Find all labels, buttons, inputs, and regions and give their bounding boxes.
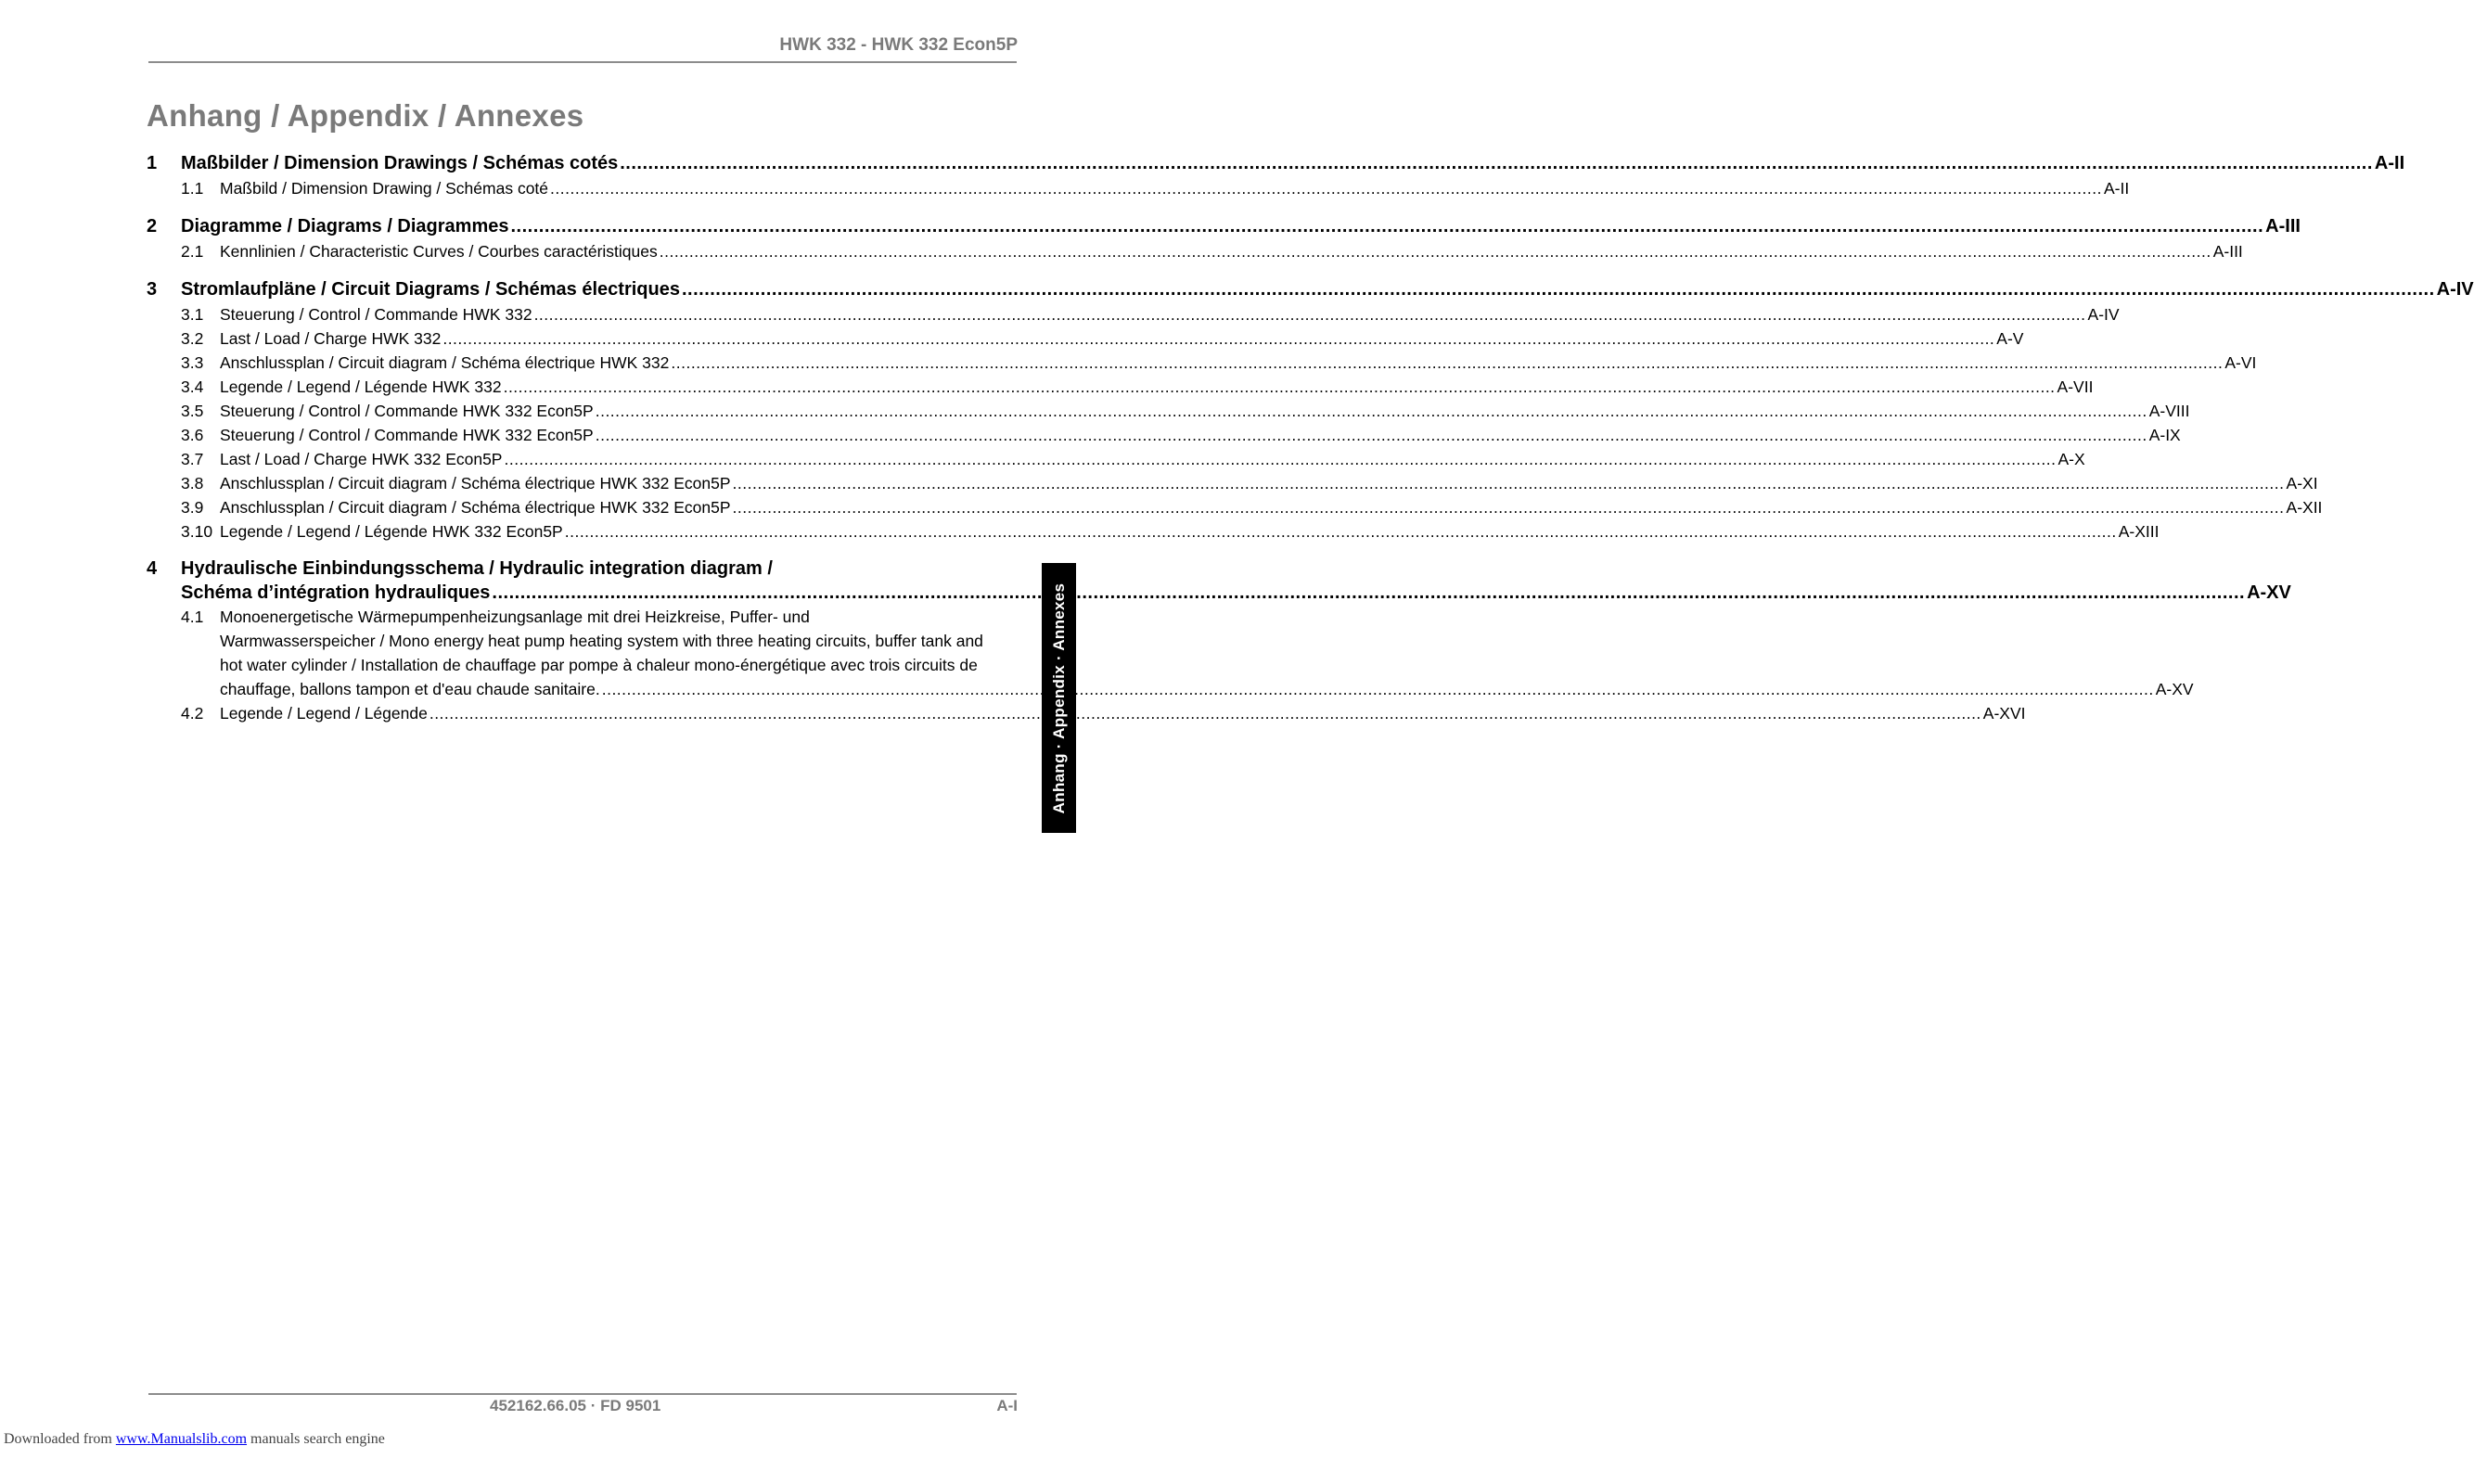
toc-title: Anschlussplan / Circuit diagram / Schéma électrique HWK 332 bbox=[220, 353, 670, 372]
manualslib-link[interactable]: www.Manualslib.com bbox=[115, 1431, 248, 1447]
toc-number: 3.8 bbox=[181, 474, 204, 493]
toc-chapter-2[interactable] bbox=[147, 213, 2301, 239]
toc-page-ref: A-IV bbox=[2087, 305, 2120, 324]
toc-number: 2.1 bbox=[181, 242, 204, 261]
toc-section-3-10[interactable] bbox=[147, 519, 2160, 544]
toc-page-ref: A-II bbox=[2374, 153, 2405, 173]
toc-title: Kennlinien / Characteristic Curves / Courbes caractéristiques bbox=[220, 242, 658, 261]
toc-title-line-1: Monoenergetische Wärmepumpenheizungsanlage mit drei Heizkreise, Puffer- und bbox=[220, 608, 810, 626]
toc-section-3-9[interactable] bbox=[147, 495, 2323, 519]
toc-page-ref: A-X bbox=[2057, 450, 2085, 468]
toc-section-4-2[interactable] bbox=[147, 701, 2026, 725]
toc-number: 3 bbox=[147, 279, 158, 300]
side-section-tab bbox=[1042, 563, 1076, 833]
toc-title: Last / Load / Charge HWK 332 bbox=[220, 329, 442, 348]
toc-title-line-2: Schéma d’intégration hydrauliques bbox=[181, 582, 491, 603]
toc-page-ref: A-XV bbox=[2155, 680, 2194, 698]
toc-section-3-2[interactable] bbox=[147, 326, 2024, 351]
toc-title: Steuerung / Control / Commande HWK 332 bbox=[220, 305, 532, 324]
toc-leader-dots bbox=[602, 677, 2154, 701]
toc-section-3-6[interactable] bbox=[147, 423, 2181, 447]
toc-leader-dots bbox=[733, 471, 2285, 495]
footer-page-number: A-I bbox=[996, 1397, 1018, 1414]
toc-number: 4.1 bbox=[181, 608, 204, 626]
toc-page-ref: A-III bbox=[2265, 216, 2301, 237]
toc-chapter-3[interactable] bbox=[147, 276, 2474, 302]
toc-title: Last / Load / Charge HWK 332 Econ5P bbox=[220, 450, 503, 468]
toc-chapter-1[interactable] bbox=[147, 150, 2405, 176]
side-tab-label: Anhang · Appendix · Annexes bbox=[1049, 582, 1068, 813]
toc-section-2-1[interactable] bbox=[147, 239, 2243, 263]
page-title: Anhang / Appendix / Annexes bbox=[147, 98, 584, 133]
toc-leader-dots bbox=[550, 176, 2102, 200]
toc-leader-dots bbox=[682, 276, 2435, 302]
toc-title: Legende / Legend / Légende HWK 332 Econ5P bbox=[220, 522, 563, 541]
toc-section-3-4[interactable] bbox=[147, 375, 2094, 399]
download-note-suffix: manuals search engine bbox=[247, 1431, 385, 1447]
toc-chapter-4[interactable] bbox=[147, 556, 2291, 605]
toc-page-ref: A-II bbox=[2104, 179, 2130, 198]
toc-page-ref: A-III bbox=[2212, 242, 2243, 261]
toc-title: Diagramme / Diagrams / Diagrammes bbox=[181, 216, 509, 237]
toc-page-ref: A-VII bbox=[2057, 377, 2094, 396]
toc-number: 3.5 bbox=[181, 402, 204, 420]
toc-leader-dots bbox=[660, 239, 2211, 263]
toc-page-ref: A-IV bbox=[2436, 279, 2474, 300]
toc-section-3-1[interactable] bbox=[147, 302, 2120, 326]
toc-title: Steuerung / Control / Commande HWK 332 Econ5P bbox=[220, 402, 594, 420]
toc-number: 3.4 bbox=[181, 377, 204, 396]
toc-number: 4 bbox=[147, 558, 158, 579]
toc-title: Maßbilder / Dimension Drawings / Schémas cotés bbox=[181, 153, 619, 173]
toc-page-ref: A-XII bbox=[2286, 498, 2323, 517]
download-note-prefix: Downloaded from bbox=[4, 1431, 116, 1447]
toc-leader-dots bbox=[620, 150, 2373, 176]
toc-leader-dots bbox=[504, 447, 2056, 471]
toc-leader-dots bbox=[671, 351, 2223, 375]
toc-section-3-3[interactable] bbox=[147, 351, 2257, 375]
toc-number: 2 bbox=[147, 216, 158, 237]
toc-page-ref: A-XI bbox=[2286, 474, 2318, 493]
toc-leader-dots bbox=[565, 519, 2117, 544]
toc-leader-dots bbox=[534, 302, 2086, 326]
toc-leader-dots bbox=[442, 326, 1994, 351]
toc-number: 3.1 bbox=[181, 305, 204, 324]
toc-title: Legende / Legend / Légende HWK 332 bbox=[220, 377, 502, 396]
toc-page-ref: A-XVI bbox=[1982, 704, 2026, 723]
toc-section-1-1[interactable] bbox=[147, 176, 2130, 200]
toc-title: Steuerung / Control / Commande HWK 332 Econ5P bbox=[220, 426, 594, 444]
toc-section-3-5[interactable] bbox=[147, 399, 2190, 423]
toc-section-3-7[interactable] bbox=[147, 447, 2085, 471]
toc-number: 3.7 bbox=[181, 450, 204, 468]
toc-page-ref: A-XIII bbox=[2118, 522, 2160, 541]
toc-page-ref: A-V bbox=[1996, 329, 2024, 348]
toc-leader-dots bbox=[596, 399, 2147, 423]
toc-title-line-1: Hydraulische Einbindungsschema / Hydraulic integration diagram / bbox=[181, 558, 773, 579]
toc-page-ref: A-VIII bbox=[2148, 402, 2190, 420]
toc-page-ref: A-IX bbox=[2148, 426, 2181, 444]
toc-number: 1 bbox=[147, 153, 158, 173]
toc-section-4-1[interactable] bbox=[147, 605, 2194, 701]
toc-number: 3.9 bbox=[181, 498, 204, 517]
toc-leader-dots bbox=[492, 581, 2245, 605]
toc-number: 3.6 bbox=[181, 426, 204, 444]
toc-number: 4.2 bbox=[181, 704, 204, 723]
toc-title: Legende / Legend / Légende bbox=[220, 704, 428, 723]
toc-number: 1.1 bbox=[181, 179, 204, 198]
toc-title-line-2: Warmwasserspeicher / Mono energy heat pump heating system with three heating circuits, buffer tank and bbox=[220, 632, 983, 650]
document-header-title: HWK 332 - HWK 332 Econ5P bbox=[779, 35, 1018, 55]
toc-leader-dots bbox=[429, 701, 1981, 725]
toc-title: Anschlussplan / Circuit diagram / Schéma électrique HWK 332 Econ5P bbox=[220, 498, 731, 517]
toc-leader-dots bbox=[504, 375, 2056, 399]
toc-number: 3.2 bbox=[181, 329, 204, 348]
toc-title: Anschlussplan / Circuit diagram / Schéma électrique HWK 332 Econ5P bbox=[220, 474, 731, 493]
toc-title: Stromlaufpläne / Circuit Diagrams / Schémas électriques bbox=[181, 279, 680, 300]
toc-page-ref: A-XV bbox=[2247, 582, 2291, 603]
toc-leader-dots bbox=[733, 495, 2285, 519]
header-divider bbox=[148, 61, 1017, 63]
toc-leader-dots bbox=[596, 423, 2147, 447]
toc-number: 3.3 bbox=[181, 353, 204, 372]
toc-title: Maßbild / Dimension Drawing / Schémas coté bbox=[220, 179, 549, 198]
toc-title-line-4: chauffage, ballons tampon et d'eau chaude sanitaire. bbox=[220, 680, 600, 698]
toc-leader-dots bbox=[511, 213, 2264, 239]
toc-number: 3.10 bbox=[181, 522, 213, 541]
footer-divider bbox=[148, 1393, 1017, 1395]
toc-section-3-8[interactable] bbox=[147, 471, 2318, 495]
toc-page-ref: A-VI bbox=[2224, 353, 2257, 372]
download-note bbox=[4, 1431, 385, 1448]
toc-title-line-3: hot water cylinder / Installation de chauffage par pompe à chaleur mono-énergétique avec trois circuits de bbox=[220, 656, 978, 674]
footer-document-code: 452162.66.05 · FD 9501 bbox=[490, 1397, 661, 1414]
